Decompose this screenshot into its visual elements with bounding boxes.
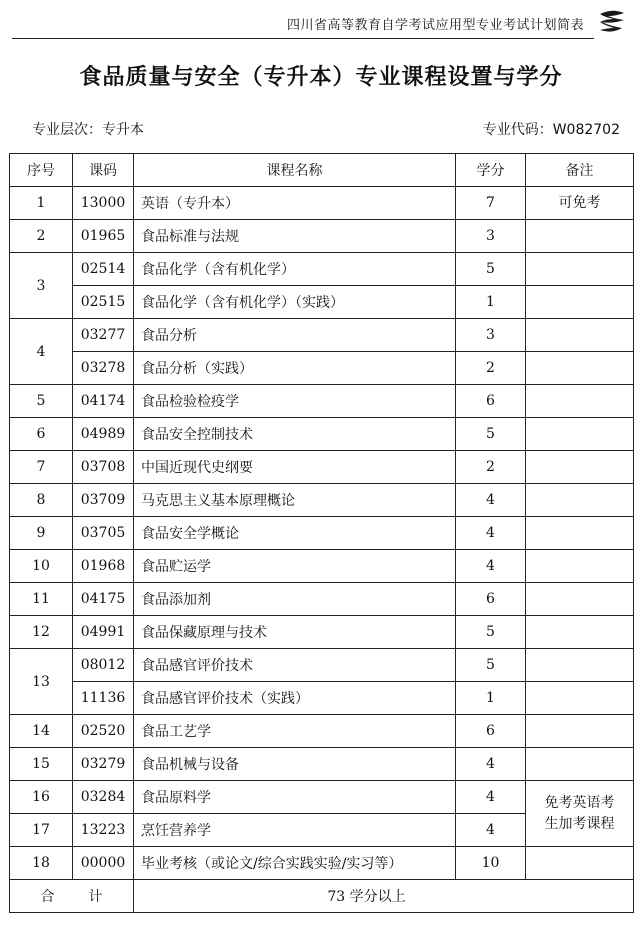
row-credit: 5: [456, 253, 526, 286]
row-code: 13000: [73, 187, 134, 220]
row-code: 03284: [73, 781, 134, 814]
row-remark: [526, 253, 634, 286]
table-row: [10, 649, 634, 682]
row-credit: 2: [456, 451, 526, 484]
row-code: 04174: [73, 385, 134, 418]
extra-course-remark: [526, 781, 634, 847]
table-row: [10, 682, 634, 715]
row-remark: [526, 616, 634, 649]
row-course-name: 食品检验检疫学: [134, 385, 456, 418]
major-level: 专业层次：专升本: [32, 122, 144, 138]
row-seq: 18: [10, 847, 73, 880]
row-credit: 5: [456, 418, 526, 451]
extra-remark-line-2: 生加考课程: [544, 815, 615, 832]
row-course-name: 食品化学（含有机化学）（实践）: [134, 286, 456, 319]
row-remark: [526, 583, 634, 616]
row-credit: 7: [456, 187, 526, 220]
row-course-name: 食品感官评价技术: [134, 649, 456, 682]
table-row: [10, 286, 634, 319]
sichuan-exam-logo-icon: [596, 8, 628, 36]
row-course-name: 食品分析: [134, 319, 456, 352]
table-row: [10, 220, 634, 253]
page-title: 食品质量与安全（专升本）专业课程设置与学分: [79, 65, 563, 90]
row-seq: 6: [10, 418, 73, 451]
row-credit: 4: [456, 748, 526, 781]
row-seq: 3: [10, 253, 73, 319]
row-code: 08012: [73, 649, 134, 682]
total-label: [10, 880, 134, 913]
table-row: [10, 253, 634, 286]
row-seq: 16: [10, 781, 73, 814]
row-course-name: 中国近现代史纲要: [134, 451, 456, 484]
table-row: [10, 484, 634, 517]
row-course-name: 食品安全学概论: [134, 517, 456, 550]
row-course-name: 毕业考核（或论文/综合实践实验/实习等）: [134, 847, 456, 880]
header-course-name: 课程名称: [134, 154, 456, 187]
row-remark: [526, 715, 634, 748]
row-credit: 5: [456, 616, 526, 649]
table-row: [10, 550, 634, 583]
row-credit: 4: [456, 517, 526, 550]
row-seq: 7: [10, 451, 73, 484]
row-seq: 15: [10, 748, 73, 781]
row-code: 04991: [73, 616, 134, 649]
row-remark: [526, 649, 634, 682]
table-row: [10, 847, 634, 880]
row-remark: [526, 550, 634, 583]
row-credit: 3: [456, 319, 526, 352]
row-credit: 6: [456, 583, 526, 616]
row-seq: 17: [10, 814, 73, 847]
row-credit: 2: [456, 352, 526, 385]
row-seq: 8: [10, 484, 73, 517]
row-code: 11136: [73, 682, 134, 715]
row-credit: 10: [456, 847, 526, 880]
row-seq: 1: [10, 187, 73, 220]
row-course-name: 马克思主义基本原理概论: [134, 484, 456, 517]
row-remark: [526, 352, 634, 385]
row-seq: 11: [10, 583, 73, 616]
header-credit: 学分: [456, 154, 526, 187]
row-course-name: 食品工艺学: [134, 715, 456, 748]
extra-remark-line-1: 免考英语考: [544, 794, 615, 811]
total-value: 73 学分以上: [134, 880, 634, 913]
row-course-name: 食品化学（含有机化学）: [134, 253, 456, 286]
row-remark: [526, 847, 634, 880]
total-row: [10, 880, 634, 913]
row-remark: [526, 682, 634, 715]
major-code: 专业代码：W082702: [482, 122, 620, 138]
row-course-name: 食品保藏原理与技术: [134, 616, 456, 649]
row-credit: 1: [456, 682, 526, 715]
row-remark: [526, 418, 634, 451]
row-code: 02514: [73, 253, 134, 286]
row-seq: 12: [10, 616, 73, 649]
row-remark: [526, 517, 634, 550]
row-course-name: 食品标准与法规: [134, 220, 456, 253]
row-code: 02520: [73, 715, 134, 748]
row-course-name: 食品安全控制技术: [134, 418, 456, 451]
table-row: [10, 781, 634, 814]
row-course-name: 英语（专升本）: [134, 187, 456, 220]
row-remark: [526, 451, 634, 484]
row-code: 01968: [73, 550, 134, 583]
row-seq: 5: [10, 385, 73, 418]
table-row: [10, 517, 634, 550]
table-row: [10, 319, 634, 352]
row-credit: 4: [456, 484, 526, 517]
row-code: 03705: [73, 517, 134, 550]
table-row: [10, 187, 634, 220]
row-code: 00000: [73, 847, 134, 880]
header-remarks: 备注: [526, 154, 634, 187]
row-code: 04175: [73, 583, 134, 616]
row-course-name: 烹饪营养学: [134, 814, 456, 847]
table-row: [10, 385, 634, 418]
row-credit: 4: [456, 550, 526, 583]
row-seq: 13: [10, 649, 73, 715]
row-credit: 6: [456, 715, 526, 748]
row-credit: 3: [456, 220, 526, 253]
total-label-1: 合: [40, 889, 55, 905]
row-seq: 9: [10, 517, 73, 550]
row-remark: [526, 484, 634, 517]
row-course-name: 食品感官评价技术（实践）: [134, 682, 456, 715]
header-text: 四川省高等教育自学考试应用型专业考试计划简表: [286, 18, 584, 33]
row-course-name: 食品原料学: [134, 781, 456, 814]
table-row: [10, 352, 634, 385]
table-row: [10, 583, 634, 616]
row-code: 02515: [73, 286, 134, 319]
row-credit: 5: [456, 649, 526, 682]
row-course-name: 食品贮运学: [134, 550, 456, 583]
row-seq: 10: [10, 550, 73, 583]
row-code: 13223: [73, 814, 134, 847]
row-credit: 4: [456, 781, 526, 814]
row-remark: [526, 748, 634, 781]
course-table: [9, 153, 634, 913]
row-code: 03708: [73, 451, 134, 484]
total-label-2: 计: [88, 889, 103, 905]
table-row: [10, 616, 634, 649]
table-row: [10, 418, 634, 451]
row-code: 04989: [73, 418, 134, 451]
table-row: [10, 748, 634, 781]
row-remark: [526, 286, 634, 319]
row-credit: 4: [456, 814, 526, 847]
row-remark: [526, 385, 634, 418]
header-code: 课码: [73, 154, 134, 187]
row-code: 03278: [73, 352, 134, 385]
table-row: [10, 715, 634, 748]
row-seq: 2: [10, 220, 73, 253]
row-remark: [526, 220, 634, 253]
row-seq: 4: [10, 319, 73, 385]
table-row: [10, 451, 634, 484]
row-remark: 可免考: [526, 187, 634, 220]
header-seq: 序号: [10, 154, 73, 187]
row-course-name: 食品机械与设备: [134, 748, 456, 781]
row-code: 03277: [73, 319, 134, 352]
row-remark: [526, 319, 634, 352]
table-header-row: [10, 154, 634, 187]
row-course-name: 食品分析（实践）: [134, 352, 456, 385]
row-credit: 1: [456, 286, 526, 319]
row-code: 01965: [73, 220, 134, 253]
row-code: 03279: [73, 748, 134, 781]
row-course-name: 食品添加剂: [134, 583, 456, 616]
row-seq: 14: [10, 715, 73, 748]
row-credit: 6: [456, 385, 526, 418]
row-code: 03709: [73, 484, 134, 517]
header-divider: [12, 38, 594, 39]
